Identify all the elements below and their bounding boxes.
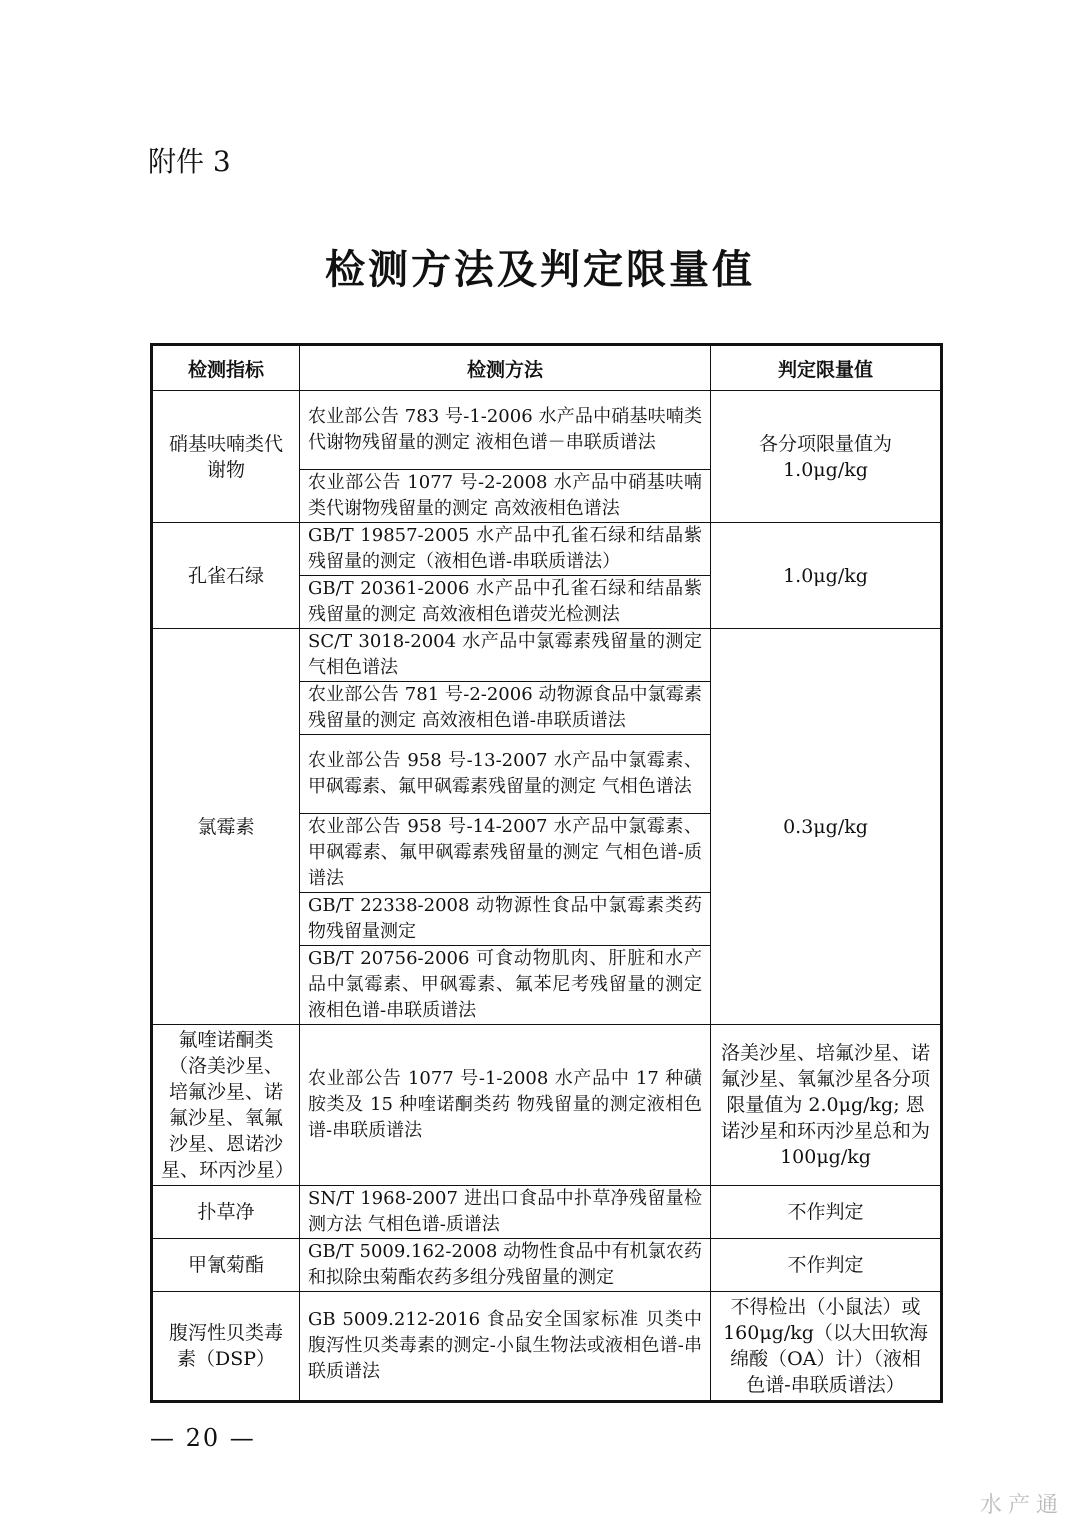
method-cell: 农业部公告 958 号-13-2007 水产品中氯霉素、甲砜霉素、氟甲砜霉素残留量的测定 气相色谱法	[300, 735, 711, 814]
limit-cell: 1.0μg/kg	[711, 523, 942, 629]
method-cell: SN/T 1968-2007 进出口食品中扑草净残留量检测方法 气相色谱-质谱法	[300, 1186, 711, 1239]
indicator-cell: 扑草净	[152, 1186, 300, 1239]
method-cell: GB/T 20361-2006 水产品中孔雀石绿和结晶紫残留量的测定 高效液相色谱荧光检测法	[300, 576, 711, 629]
method-cell: 农业部公告 958 号-14-2007 水产品中氯霉素、甲砜霉素、氟甲砜霉素残留量的测定 气相色谱-质谱法	[300, 814, 711, 893]
document-title: 检测方法及判定限量值	[325, 247, 755, 293]
table-row	[152, 629, 942, 682]
limit-cell: 不作判定	[711, 1186, 942, 1239]
column-header-limit: 判定限量值	[711, 345, 942, 391]
method-cell: GB/T 5009.162-2008 动物性食品中有机氯农药和拟除虫菊酯农药多组分残留量的测定	[300, 1239, 711, 1292]
table-row	[152, 1239, 942, 1292]
method-cell: 农业部公告 783 号-1-2006 水产品中硝基呋喃类代谢物残留量的测定 液相色谱－串联质谱法	[300, 391, 711, 470]
limits-table	[150, 343, 943, 1403]
method-cell: 农业部公告 781 号-2-2006 动物源食品中氯霉素残留量的测定 高效液相色谱-串联质谱法	[300, 682, 711, 735]
method-cell: 农业部公告 1077 号-2-2008 水产品中硝基呋喃类代谢物残留量的测定 高效液相色谱法	[300, 470, 711, 523]
column-header-indicator: 检测指标	[152, 345, 300, 391]
method-cell: GB/T 20756-2006 可食动物肌肉、肝脏和水产品中氯霉素、甲砜霉素、氟苯尼考残留量的测定 液相色谱-串联质谱法	[300, 946, 711, 1025]
limit-cell: 各分项限量值为 1.0μg/kg	[711, 391, 942, 523]
method-cell: 农业部公告 1077 号-1-2008 水产品中 17 种磺胺类及 15 种喹诺酮类药 物残留量的测定液相色谱-串联质谱法	[300, 1025, 711, 1186]
table-row	[152, 1186, 942, 1239]
watermark-logo: 水产通	[980, 1493, 1065, 1518]
indicator-cell: 甲氰菊酯	[152, 1239, 300, 1292]
indicator-cell: 孔雀石绿	[152, 523, 300, 629]
table-row	[152, 1292, 942, 1402]
method-cell: GB/T 22338-2008 动物源性食品中氯霉素类药物残留量测定	[300, 893, 711, 946]
limit-cell: 0.3μg/kg	[711, 629, 942, 1025]
method-cell: GB 5009.212-2016 食品安全国家标准 贝类中腹泻性贝类毒素的测定-小鼠生物法或液相色谱-串联质谱法	[300, 1292, 711, 1402]
table-row	[152, 391, 942, 470]
indicator-cell: 硝基呋喃类代谢物	[152, 391, 300, 523]
table-row	[152, 523, 942, 576]
indicator-cell: 氟喹诺酮类（洛美沙星、培氟沙星、诺氟沙星、氧氟沙星、恩诺沙星、环丙沙星）	[152, 1025, 300, 1186]
method-cell: GB/T 19857-2005 水产品中孔雀石绿和结晶紫残留量的测定（液相色谱-串联质谱法）	[300, 523, 711, 576]
table-row	[152, 1025, 942, 1186]
column-header-method: 检测方法	[300, 345, 711, 391]
method-cell: SC/T 3018-2004 水产品中氯霉素残留量的测定 气相色谱法	[300, 629, 711, 682]
limit-cell: 洛美沙星、培氟沙星、诺氟沙星、氧氟沙星各分项限量值为 2.0μg/kg; 恩诺沙星和环丙沙星总和为 100μg/kg	[711, 1025, 942, 1186]
attachment-label: 附件 3	[148, 145, 231, 178]
limit-cell: 不得检出（小鼠法）或 160μg/kg（以大田软海绵酸（OA）计）（液相色谱-串联质谱法）	[711, 1292, 942, 1402]
indicator-cell: 腹泻性贝类毒素（DSP）	[152, 1292, 300, 1402]
table-header-row	[152, 345, 942, 391]
page-number: — 20 —	[150, 1424, 256, 1452]
indicator-cell: 氯霉素	[152, 629, 300, 1025]
limit-cell: 不作判定	[711, 1239, 942, 1292]
